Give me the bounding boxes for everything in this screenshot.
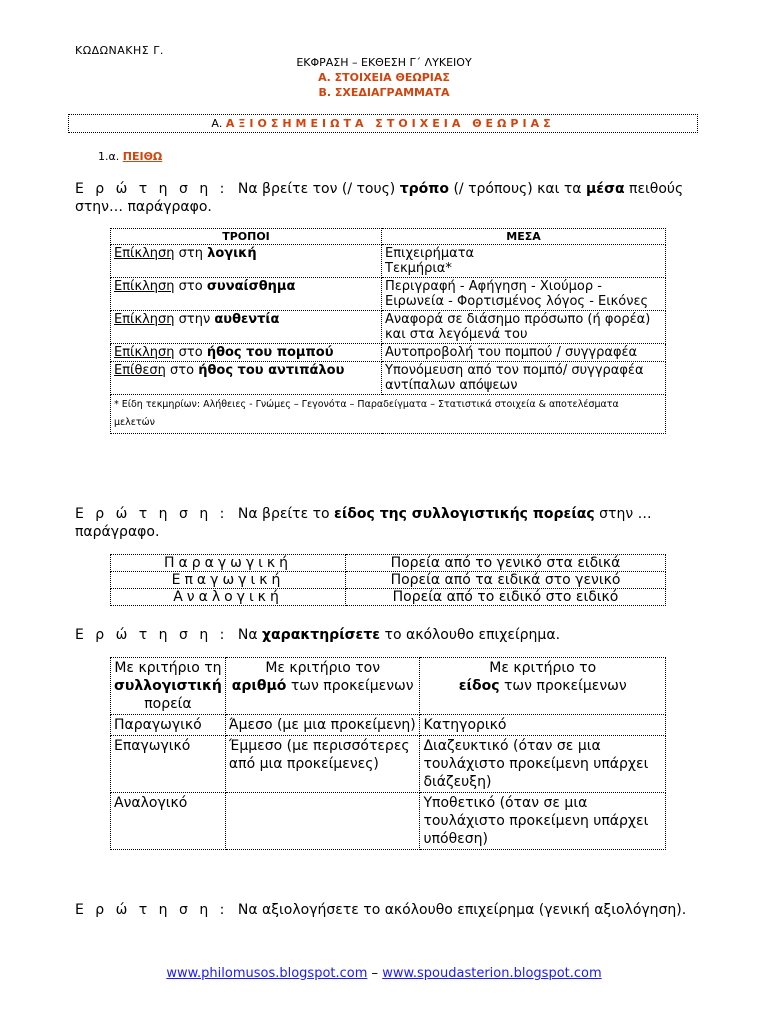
footer-link-spoudasterion[interactable]: www.spoudasterion.blogspot.com — [382, 966, 602, 981]
question-label: Ε ρ ώ τ η σ η : — [75, 627, 228, 643]
reasoning-desc: Πορεία από τα ειδικά στο γενικό — [346, 572, 666, 589]
row-target: λογική — [207, 246, 257, 261]
footer-separator: – — [367, 966, 383, 981]
table-row — [111, 311, 666, 344]
row-target: συναίσθημα — [206, 279, 296, 294]
question-4 — [75, 901, 695, 919]
row-appeal: Επίκληση — [114, 345, 175, 360]
row-prep: στην — [174, 312, 215, 327]
table-cell: Διαζευκτικό (όταν σε μια τουλάχιστο προκείμενη υπάρχει διάζευξη) — [420, 736, 666, 793]
row-means: Υπονόμευση από τον πομπό/ συγγραφέα αντίπαλων απόψεων — [382, 362, 666, 395]
table-row — [111, 572, 666, 589]
row-target: ήθος του αντιπάλου — [198, 363, 345, 378]
table-row — [111, 715, 666, 736]
section-title: ΠΕΙΘΩ — [122, 150, 163, 163]
table-row — [111, 555, 666, 572]
reasoning-desc: Πορεία από το ειδικό στο ειδικό — [346, 589, 666, 606]
evidence-note: * Είδη τεκμηρίων: Αλήθειες - Γνώμες – Γεγονότα – Παραδείγματα – Στατιστικά στοιχεία & αποτελέσματα μελετών — [111, 395, 666, 434]
table-row — [111, 589, 666, 606]
question-label: Ε ρ ώ τ η σ η : — [75, 902, 228, 918]
banner-title: ΑΞΙΟΣΗΜΕΙΩΤΑ ΣΤΟΙΧΕΙΑ ΘΕΩΡΙΑΣ — [225, 117, 555, 130]
table-cell: Υποθετικό (όταν σε μια τουλάχιστο προκείμενη υπάρχει υπόθεση) — [420, 793, 666, 850]
q1-bold-means: μέσα — [585, 181, 625, 197]
row-appeal: Επίκληση — [114, 279, 175, 294]
reasoning-desc: Πορεία από το γενικό στα ειδικά — [346, 555, 666, 572]
table-cell — [225, 793, 420, 850]
question-2 — [75, 505, 695, 541]
reasoning-type: Επαγωγική — [111, 572, 346, 589]
q1-text2: (/ τρόπους) και τα — [449, 181, 586, 197]
row-prep: στο — [174, 279, 207, 294]
persuasion-table — [110, 228, 666, 434]
header-outlines: Β. ΣΧΕΔΙΑΓΡΑΜΜΑΤΑ — [318, 86, 450, 99]
question-label: Ε ρ ώ τ η σ η : — [75, 181, 228, 197]
row-prep: στο — [165, 363, 199, 378]
footer — [0, 966, 768, 981]
argument-table — [110, 657, 666, 850]
section-heading — [98, 150, 162, 163]
author-name: ΚΩΔΩΝΑΚΗΣ Γ. — [75, 44, 164, 57]
section-number: 1.α. — [98, 150, 120, 163]
col-header-means: ΜΕΣΑ — [382, 229, 666, 245]
q4-text: Να αξιολογήσετε το ακόλουθο επιχείρημα (γενική αξιολόγηση). — [237, 902, 687, 918]
question-label: Ε ρ ώ τ η σ η : — [75, 506, 228, 522]
table-row — [111, 362, 666, 395]
table-row — [111, 736, 666, 793]
q2-bold: είδος της συλλογιστικής πορείας — [334, 506, 595, 522]
table-row — [111, 245, 666, 278]
table-cell: Παραγωγικό — [111, 715, 226, 736]
reasoning-type: Παραγωγική — [111, 555, 346, 572]
footer-link-philomusos[interactable]: www.philomusos.blogspot.com — [166, 966, 368, 981]
row-means: Περιγραφή - Αφήγηση - Χιούμορ - Ειρωνεία - Φορτισμένος λόγος - Εικόνες — [382, 278, 666, 311]
q3-bold: χαρακτηρίσετε — [262, 627, 381, 643]
col-header-ways: ΤΡΟΠΟΙ — [111, 229, 382, 245]
row-means-2: Τεκμήρια* — [385, 261, 452, 276]
question-1 — [75, 180, 695, 216]
reasoning-type: Αναλογική — [111, 589, 346, 606]
row-means: Επιχειρήματα — [385, 246, 475, 261]
reasoning-table — [110, 554, 666, 606]
q1-text3: πειθούς στην… παράγραφο. — [75, 181, 684, 215]
q1-text: Να βρείτε τον (/ τους) — [237, 181, 400, 197]
q2-text: Να βρείτε το — [237, 506, 335, 522]
row-prep: στο — [174, 345, 207, 360]
table-cell: Αναλογικό — [111, 793, 226, 850]
question-3 — [75, 626, 695, 644]
table-row — [111, 793, 666, 850]
row-means: Αυτοπροβολή του πομπού / συγγραφέα — [382, 344, 666, 362]
header-theory: Α. ΣΤΟΙΧΕΙΑ ΘΕΩΡΙΑΣ — [318, 71, 450, 84]
table-row — [111, 344, 666, 362]
q3-text: Να — [237, 627, 263, 643]
q1-bold-ways: τρόπο — [399, 181, 449, 197]
table-row — [111, 278, 666, 311]
q3-text2: το ακόλουθο επιχείρημα. — [380, 627, 561, 643]
table-cell: Κατηγορικό — [420, 715, 666, 736]
col-header-reasoning: Με κριτήριο τη συλλογιστική πορεία — [111, 658, 226, 715]
header-course: ΕΚΦΡΑΣΗ – ΕΚΘΕΣΗ Γ΄ ΛΥΚΕΙΟΥ — [296, 56, 472, 69]
col-header-kind: Με κριτήριο το είδος των προκείμενων — [420, 658, 666, 715]
row-prep: στη — [174, 246, 208, 261]
section-banner — [68, 114, 698, 133]
table-cell: Έμμεσο (με περισσότερες από μια προκείμενες) — [225, 736, 420, 793]
row-appeal: Επίθεση — [114, 363, 166, 378]
row-appeal: Επίκληση — [114, 246, 175, 261]
table-cell: Άμεσο (με μια προκείμενη) — [225, 715, 420, 736]
q2-text2: στην … παράγραφο. — [75, 506, 652, 540]
banner-lead: Α. — [211, 117, 223, 130]
row-means: Αναφορά σε διάσημο πρόσωπο (ή φορέα) και στα λεγόμενά του — [382, 311, 666, 344]
row-appeal: Επίκληση — [114, 312, 175, 327]
row-target: αυθεντία — [214, 312, 280, 327]
row-target: ήθος του πομπού — [206, 345, 334, 360]
col-header-number: Με κριτήριο τον αριθμό των προκείμενων — [225, 658, 420, 715]
table-cell: Επαγωγικό — [111, 736, 226, 793]
